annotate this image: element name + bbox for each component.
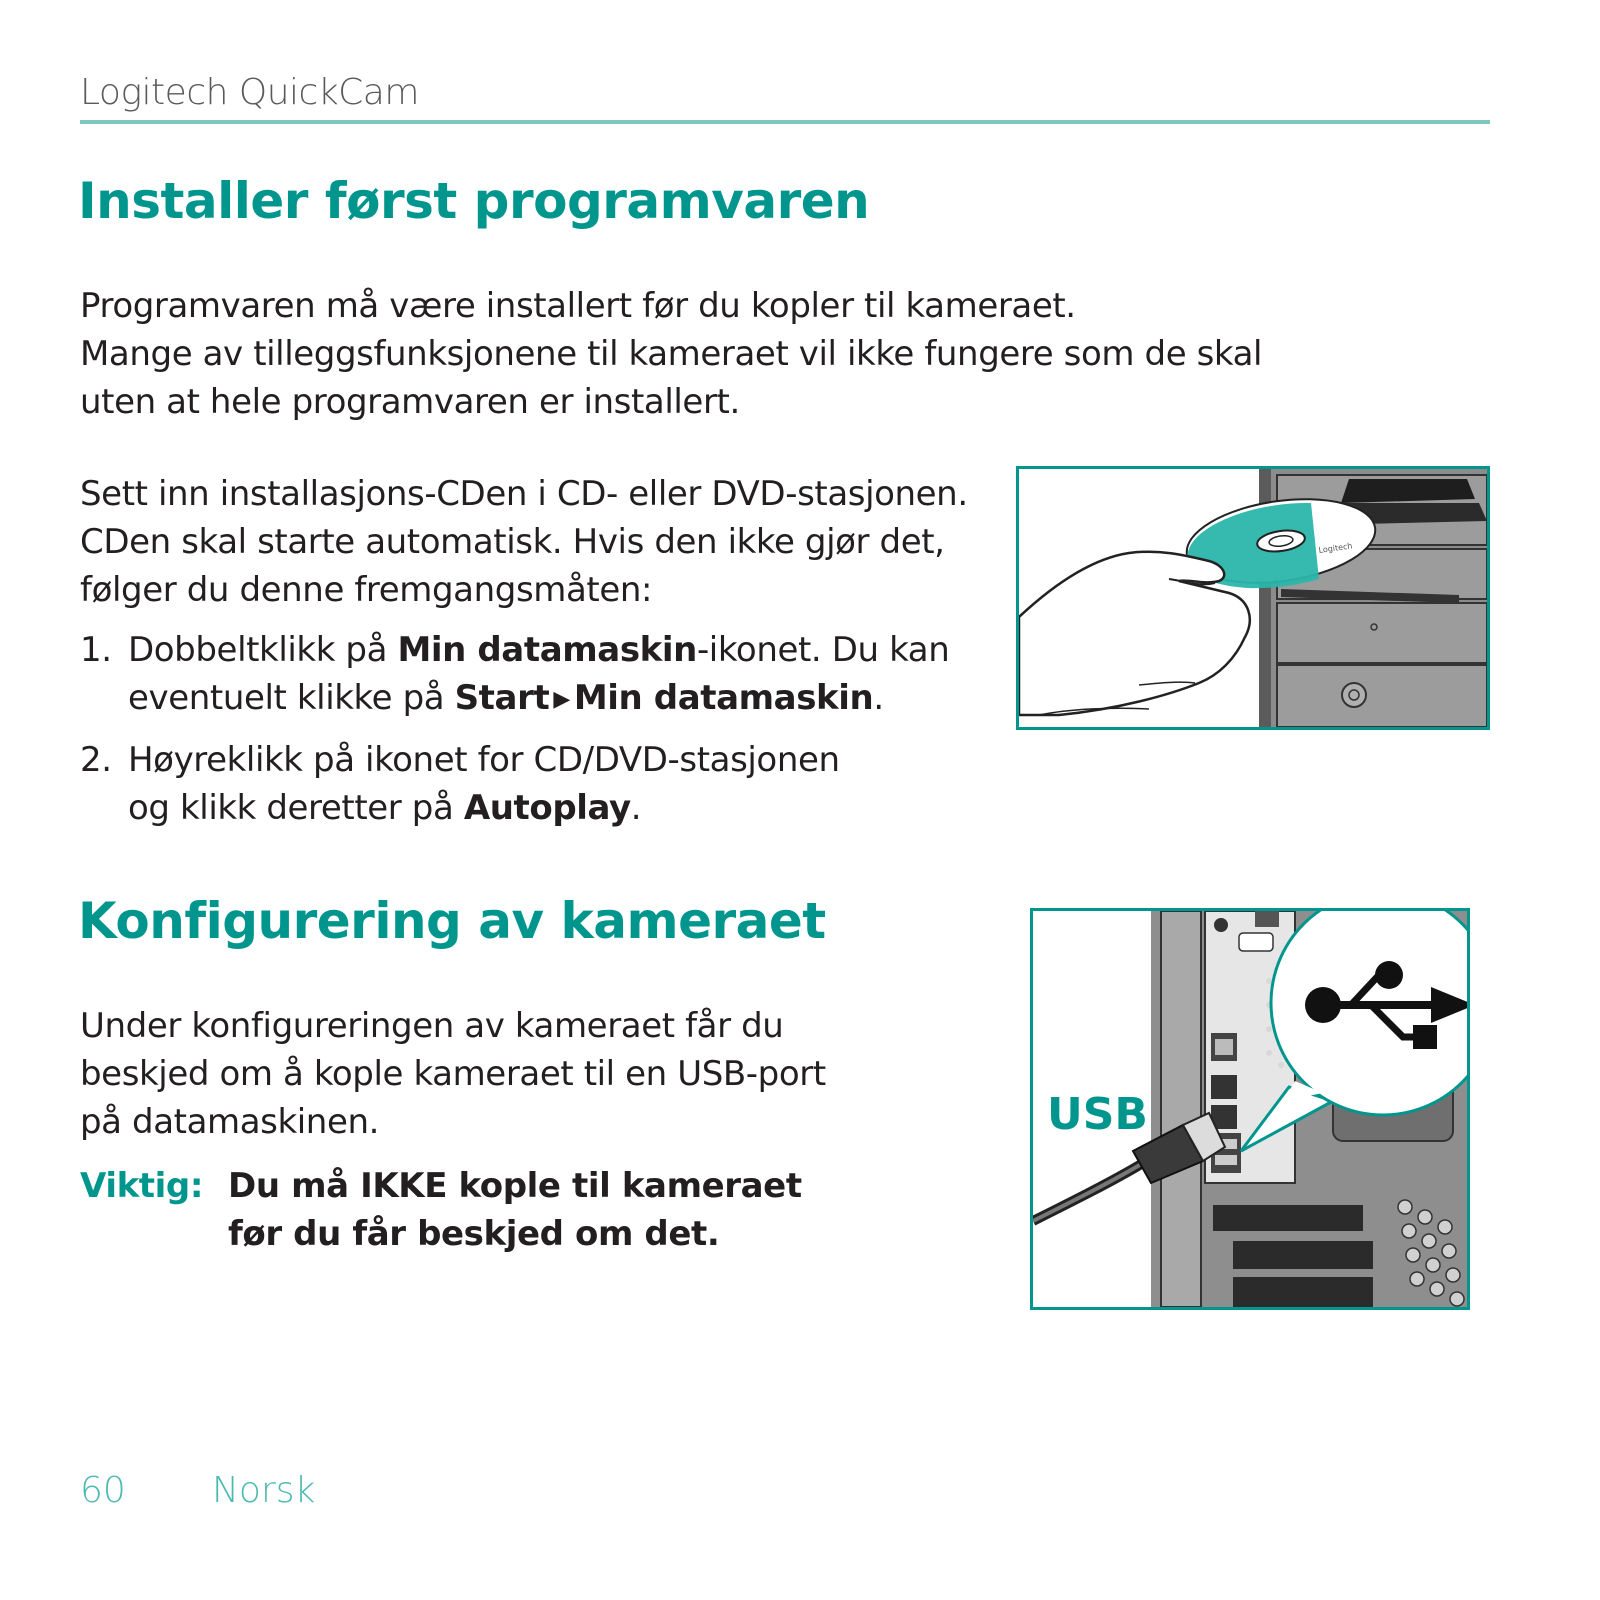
important-line: før du får beskjed om det. <box>228 1214 720 1254</box>
important-label: Viktig: <box>80 1166 204 1206</box>
important-line: Du må IKKE kople til kameraet <box>228 1166 802 1206</box>
usb-label: USB <box>1047 1089 1148 1140</box>
step-text: Dobbeltklikk på <box>128 630 398 670</box>
step-text: eventuelt klikke på <box>128 678 455 718</box>
intro-paragraph <box>80 282 1262 426</box>
page-number: 60 <box>80 1470 126 1511</box>
configure-line: Under konfigureringen av kameraet får du <box>80 1006 784 1046</box>
step-text: -ikonet. Du kan <box>696 630 950 670</box>
section-title-configure: Konfigurering av kameraet <box>78 892 826 950</box>
step-text: Høyreklikk på ikonet for CD/DVD-stasjonen <box>128 740 840 780</box>
cd-insert-drawing <box>1019 469 1487 727</box>
language-label: Norsk <box>212 1470 316 1511</box>
configure-paragraph <box>80 1002 826 1146</box>
configure-line: beskjed om å kople kameraet til en USB-port <box>80 1054 826 1094</box>
my-computer-term: Min datamaskin <box>573 678 874 718</box>
cd-line: CDen skal starte automatisk. Hvis den ikke gjør det, <box>80 522 945 562</box>
list-item <box>80 736 949 832</box>
usb-port-drawing <box>1033 911 1467 1307</box>
step-number: 2. <box>80 740 112 780</box>
usb-port-illustration <box>1030 908 1470 1310</box>
intro-line: Mange av tilleggsfunksjonene til kameraet vil ikke fungere som de skal <box>80 334 1263 374</box>
intro-line: Programvaren må være installert før du kopler til kameraet. <box>80 286 1076 326</box>
configure-line: på datamaskinen. <box>80 1102 380 1142</box>
arrow-right-icon: ▶ <box>553 687 570 712</box>
step-text: og klikk deretter på <box>128 788 464 828</box>
cd-insert-illustration <box>1016 466 1490 730</box>
step-number: 1. <box>80 630 112 670</box>
intro-line: uten at hele programvaren er installert. <box>80 382 740 422</box>
important-note <box>80 1162 802 1258</box>
steps-list <box>80 626 949 832</box>
cd-line: Sett inn installasjons-CDen i CD- eller DVD-stasjonen. <box>80 474 968 514</box>
header-rule <box>80 120 1490 124</box>
autoplay-term: Autoplay <box>463 788 631 828</box>
cd-logo-text: Logitech <box>1318 541 1353 555</box>
start-term: Start <box>454 678 550 718</box>
list-item <box>80 626 949 724</box>
step-text: . <box>630 788 642 828</box>
section-title-install: Installer først programvaren <box>78 172 870 230</box>
cd-line: følger du denne fremgangsmåten: <box>80 570 653 610</box>
running-title: Logitech QuickCam <box>80 72 419 113</box>
cd-paragraph <box>80 470 968 614</box>
step-text: . <box>873 678 884 718</box>
my-computer-term: Min datamaskin <box>397 630 697 670</box>
